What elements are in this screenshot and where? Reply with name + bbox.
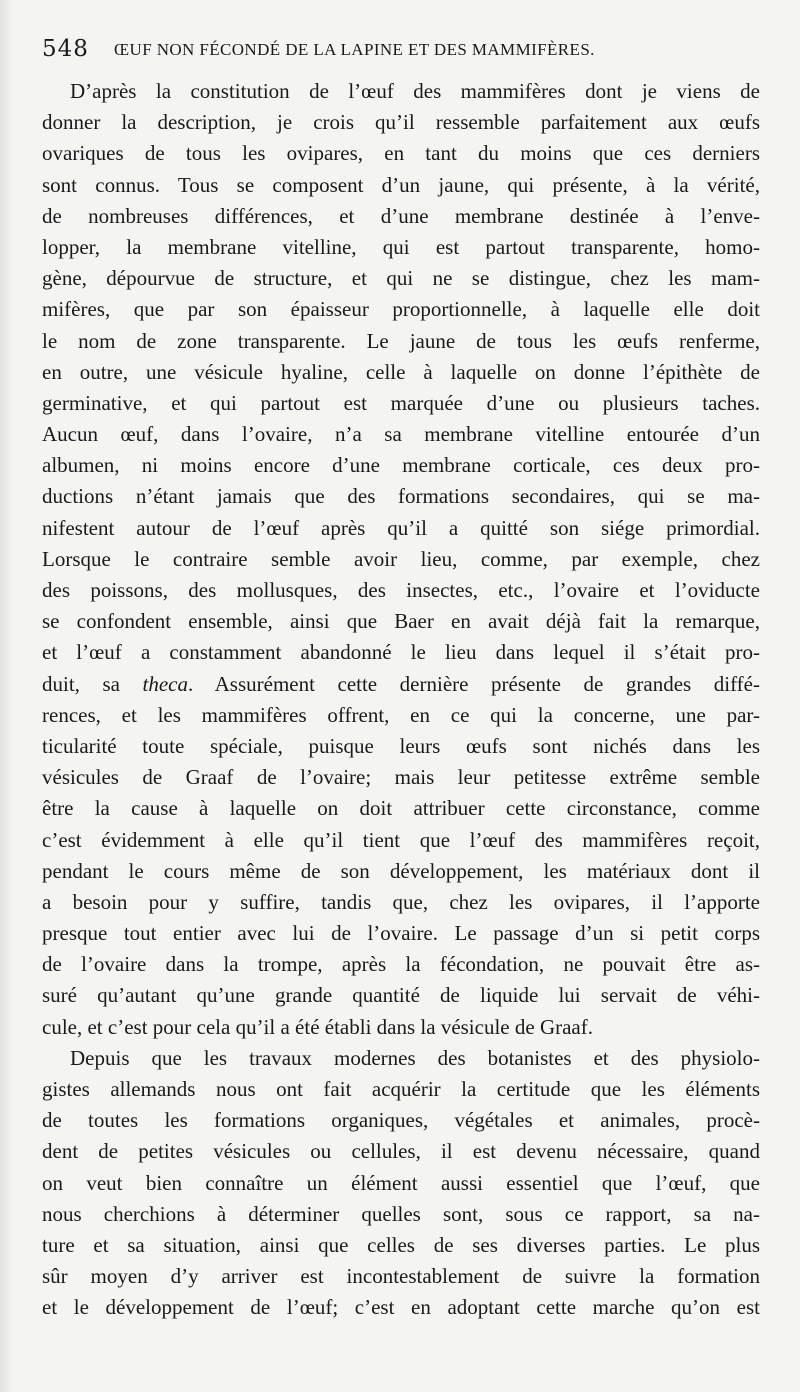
page-number: 548 (42, 36, 89, 62)
text-line: nifestent autour de l’œuf après qu’il a quitté son siége primordial. (42, 515, 760, 540)
text-line: sûr moyen d’y arriver est incontestablement de suivre la formation (42, 1264, 760, 1289)
body-text (42, 76, 760, 1324)
text-line: presque tout entier avec lui de l’ovaire. Le passage d’un si petit corps (42, 921, 760, 946)
text-line: ductions n’étant jamais que des formations secondaires, qui se ma- (42, 484, 760, 509)
text-line: le nom de zone transparente. Le jaune de tous les œufs renferme, (42, 328, 760, 353)
text-line: sont connus. Tous se composent d’un jaune, qui présente, à la vérité, (42, 172, 760, 197)
text-segment: duit, sa (42, 671, 143, 696)
text-line: être la cause à laquelle on doit attribuer cette circonstance, comme (42, 796, 760, 821)
text-line: Depuis que les travaux modernes des botanistes et des physiolo- (70, 1045, 760, 1070)
text-line: et le développement de l’œuf; c’est en adoptant cette marche qu’on est (42, 1295, 760, 1320)
text-line: rences, et les mammifères offrent, en ce qui la concerne, une par- (42, 702, 760, 727)
italic-term: theca (142, 671, 188, 696)
text-line: on veut bien connaître un élément aussi essentiel que l’œuf, que (42, 1170, 760, 1195)
text-line: se confondent ensemble, ainsi que Baer en avait déjà fait la remarque, (42, 609, 760, 634)
text-line: albumen, ni moins encore d’une membrane corticale, ces deux pro- (42, 453, 760, 478)
text-line: de toutes les formations organiques, végétales et animales, procè- (42, 1108, 760, 1133)
text-line (42, 669, 760, 700)
text-segment: . Assurément cette dernière présente de grandes diffé- (188, 671, 760, 696)
text-line: gène, dépourvue de structure, et qui ne se distingue, chez les mam- (42, 266, 760, 291)
text-line: cule, et c’est pour cela qu’il a été établi dans la vésicule de Graaf. (42, 1014, 593, 1039)
text-line: lopper, la membrane vitelline, qui est partout transparente, homo- (42, 234, 760, 259)
text-line: vésicules de Graaf de l’ovaire; mais leur petitesse extrême semble (42, 765, 760, 790)
text-line: gistes allemands nous ont fait acquérir la certitude que les éléments (42, 1077, 760, 1101)
text-line: a besoin pour y suffire, tandis que, chez les ovipares, il l’apporte (42, 889, 760, 914)
text-line: ovariques de tous les ovipares, en tant du moins que ces derniers (42, 141, 760, 166)
page-header (42, 36, 760, 66)
text-line: pendant le cours même de son développement, les matériaux dont il (42, 858, 760, 883)
text-line: mifères, que par son épaisseur proportionnelle, à laquelle elle doit (42, 297, 760, 322)
text-line: D’après la constitution de l’œuf des mammifères dont je viens de (70, 79, 760, 103)
page-edge-shadow (0, 0, 14, 1392)
text-line: Lorsque le contraire semble avoir lieu, comme, par exemple, chez (42, 546, 760, 571)
text-line: germinative, et qui partout est marquée d’une ou plusieurs taches. (42, 390, 760, 415)
text-line: de l’ovaire dans la trompe, après la fécondation, ne pouvait être as- (42, 952, 760, 977)
text-line: donner la description, je crois qu’il ressemble parfaitement aux œufs (42, 110, 760, 135)
text-line: c’est évidemment à elle qu’il tient que l’œuf des mammifères reçoit, (42, 827, 760, 852)
text-line: Aucun œuf, dans l’ovaire, n’a sa membrane vitelline entourée d’un (42, 422, 760, 447)
text-line: suré qu’autant qu’une grande quantité de liquide lui servait de véhi- (42, 983, 760, 1008)
text-line: de nombreuses différences, et d’une membrane destinée à l’enve- (42, 203, 760, 228)
text-line: dent de petites vésicules ou cellules, il est devenu nécessaire, quand (42, 1139, 760, 1164)
text-line: et l’œuf a constamment abandonné le lieu dans lequel il s’était pro- (42, 640, 760, 665)
text-line: des poissons, des mollusques, des insectes, etc., l’ovaire et l’oviducte (42, 578, 760, 602)
text-line: ture et sa situation, ainsi que celles de ses diverses parties. Le plus (42, 1232, 760, 1257)
running-head: ŒUF NON FÉCONDÉ DE LA LAPINE ET DES MAMMIFÈRES. (114, 40, 595, 59)
text-line: ticularité toute spéciale, puisque leurs œufs sont nichés dans les (42, 733, 760, 758)
text-line: en outre, une vésicule hyaline, celle à laquelle on donne l’épithète de (42, 359, 760, 384)
text-line: nous cherchions à déterminer quelles sont, sous ce rapport, sa na- (42, 1201, 760, 1226)
